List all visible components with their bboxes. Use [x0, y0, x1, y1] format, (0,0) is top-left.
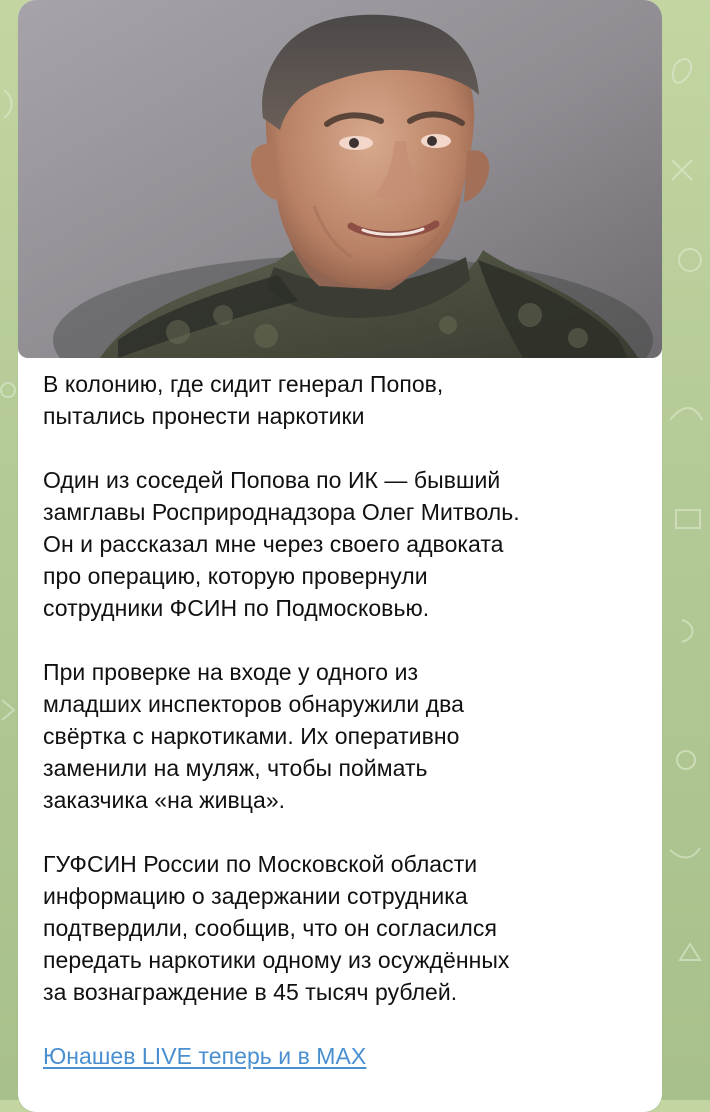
message-paragraph: Один из соседей Попова по ИК — бывший замглавы Росприроднадзора Олег Митволь. Он и рассказал мне через своего адвоката про операцию, которую провернули сотрудники ФСИН по Подмосковью.: [43, 467, 520, 621]
portrait-photo[interactable]: [18, 0, 662, 358]
portrait-photo-image: [18, 0, 662, 358]
message-paragraph: При проверке на входе у одного из младших инспекторов обнаружили два свёртка с наркотиками. Их оперативно заменили на муляж, чтобы поймать заказчика «на живца».: [43, 659, 465, 813]
message-bubble: [18, 0, 662, 1112]
message-paragraph: ГУФСИН России по Московской области информацию о задержании сотрудника подтвердили, сообщив, что он согласился передать наркотики одному из осуждённых за вознаграждение в 45 тысяч рублей.: [43, 851, 510, 1005]
message-text: [43, 368, 638, 1072]
message-headline: В колонию, где сидит генерал Попов, пытались пронести наркотики: [43, 371, 444, 429]
channel-link[interactable]: Юнашев LIVE теперь и в MAX: [43, 1043, 367, 1069]
